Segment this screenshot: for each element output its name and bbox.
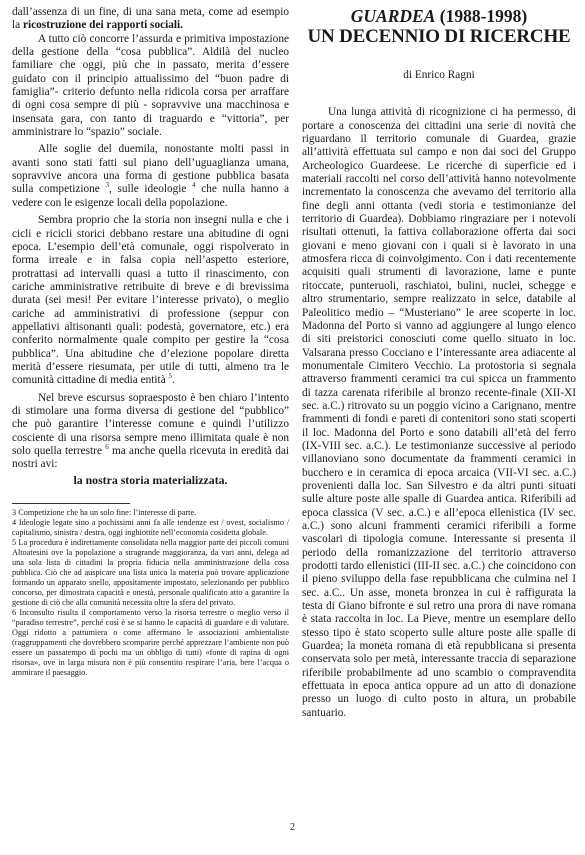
- author-byline: di Enrico Ragni: [403, 69, 475, 81]
- footnote: 3 Competizione che ha un solo fine: l’interesse di parte.: [12, 508, 197, 518]
- footnote-ref: 6: [105, 443, 109, 452]
- article-body: Una lunga attività di ricognizione ci ha permesso, di portare a conoscenza dei cittadini una serie di novità che riguardano il territorio comunale di Guardea, grazie all’attività effettuata sul campo e non dai soci del Gruppo Archeologico Guardeese. Le ricerche di superficie ed i materiali raccolti nel corso dell’attività hanno notevolmente incrementato la conoscenza che avevamo del territorio alla fine degli anni ottanta (vedi storia e testimonianze del territorio di Guardea). Dobbiamo ringraziare per i notevoli risultati ottenuti, la fattiva collaborazione offerta dai soci giovani e meno giovani con i quali si è lavorato in una atmosfera ricca di coinvolgimento. Con i dati recentemente acquisiti quali strumenti di lavorazione, lame e punte ritoccate, punteruoli, raschiatoi, bulini, nuclei, schegge e altro strumentario, sempre realizzato in selce, databile al Paleolitico medio – “Musteriano” le aree scoperte in loc. Madonna del Porto si vanno ad aggiungere al lungo elenco di siti preistorici conosciuti come quello situato in loc. Valsarana presso Cocciano e l’interessante area adiacente al monumentale Cimitero Vecchio. La protostoria si segnala attraverso frammenti ceramici tra cui spicca un frammento di tazza carenata riferibile al bronzo recente-finale (XII-XI sec. a.C.) ritrovato su un poggio vicino a Carignano, mentre frammenti di fondi e pareti di contenitori sono stati scoperti il loc. Madonna del Porto e sono databili all’età del ferro (IX-VIII sec. a.C.). Le testimonianze successive al periodo villanoviano sono documentate da frammenti ceramici in bucchero e in ceramica di epoca arcaica (VII-VI sec. a.C.) provenienti dalla loc. San Silvestro e da altri punti situati sulle alture poste alle spalle di Guardea antica. Riferibili ad epoca classica (V sec. a.C.) e all’epoca ellenistica (IV sec. a.C.) sono alcuni frammenti ceramici riferibili a forme vascolari di tipologia comune. Interessante si presenta il periodo della romanizzazione del territorio attraverso prodotti tardo ellenistici (III-II sec. a.C.) che coincidono con il pieno sviluppo della fase repubblicana che culmina nel I sec. a.C.. Un asse, moneta bronzea in cui è raffigurata la testa di Giano bifronte e sul retro una prora di nave romana è stata raccolta in loc. La Pieve, mentre un esemplare dello stesso tipo è stato scoperto sulle alture poste alle spalle di Guardea; la moneta romana di età repubblicana si presenta conservata solo per metà, interessante traccia di separazione riferibile probabilmente ad uno scambio o compravendita effettuata in epoca antica oppure ad un atto di donazione presso un luogo di culto posto in altura, un probabile santuario.: [302, 106, 576, 719]
- article-subtitle: UN DECENNIO DI RICERCHE: [307, 26, 571, 47]
- text-run: , sulle ideologie: [108, 183, 187, 196]
- text-run: Alle soglie del duemila, nonostante molti passi in avanti sono stati fatti sul piano dell’uguaglianza umana, sopravvive ancora una forma di gestione pubblica basata sulla competizione: [12, 143, 289, 196]
- text-run: che nulla hanno a vedere con le esigenze locali della popolazione.: [12, 183, 289, 209]
- article-title: [302, 6, 576, 26]
- footnote-ref: 3: [105, 181, 109, 190]
- footnote-ref: 4: [192, 181, 196, 190]
- paragraph: [12, 143, 289, 210]
- footnote-divider: [12, 503, 130, 504]
- footnote: 5 La procedura è indirettamente consolidata nella maggior parte dei piccoli comuni Altoatesini ove la popolazione a stragrande maggioranza, da vari anni, delega ad una sola lista di cittadini la propria fiducia nella amministrazione della cosa pubblica. Ciò che ad auspicare una lista unica la materia può trovare applicazione formando un apparato snello, appositamente impostato, selezionando per pubblico concorso, per dimostrata capacità e onestà, personale qualificato atto a garantire la gestione di ciò che alla comunità necessita oltre la sfera del privato.: [12, 538, 289, 608]
- text-run: ma anche quella ricevuta in eredità dai nostri avi:: [12, 445, 289, 471]
- title-place: GUARDEA: [350, 6, 436, 26]
- paragraph: [12, 392, 289, 472]
- footnote: 6 Inconsulto risulta il comportamento verso la risorsa terrestre o meglio verso il “paradiso terrestre”, perché così è se si hanno le capacità di guardare e di valutare. Oggi ridotto a pattumiera o come affermano le associazioni ambientaliste (raggruppamenti che dovrebbero scomparire perché apprezzare l’ambiente non può essere un passatempo di pochi ma un obbligo di tutti) «fonte di rapina di ogni risorsa», ove in larga misura non è più consentito respirare l’aria, bere l’acqua o ammirare il paesaggio.: [12, 608, 289, 678]
- page-number: 2: [290, 822, 295, 833]
- title-years: (1988-1998): [435, 6, 528, 26]
- text-run: .: [172, 374, 175, 387]
- footnote: 4 Ideologie legate sino a pochissimi anni fa alle tendenze est / ovest, socialismo / capitalismo, sinistra / destra, oggi inghiottite nell’economia cosidetta globale.: [12, 518, 289, 538]
- paragraph: [12, 214, 289, 387]
- paragraph: [12, 6, 289, 33]
- text-run: Sembra proprio che la storia non insegni nulla e che i cicli e ricicli storici debbano restare una abitudine di ogni epoca. L’esempio dell’età comunale, oggi rispolverato in forma irreale e in falsa copia nell’aspetto esteriore, protrattasi ad intervalli quasi a tutto il rinascimento, con cariche amministrative retribuite di breve e di brevissima durata (sei mesi! Per evitare l’interesse privato), o meglio cariche ad amministrativi di professione (seppur con appellativi altisonanti quali: podestà, governatore, etc.) era conferito normalmente quale compito per gestire la “cosa pubblica”. Una abitudine che d’elezione popolare diretta merità d’essere riesumata, per utile di tutti, almeno tra le comunità cittadine di media entità: [12, 214, 289, 387]
- closing-motto: la nostra storia materializzata.: [73, 472, 228, 487]
- right-column: [302, 6, 576, 720]
- footnote-ref: 5: [168, 372, 173, 381]
- paragraph: A tutto ciò concorre l’assurda e primitiva impostazione della gestione della “cosa pubblica”. Aldilà del nucleo familiare che oggi, più che in passato, merita d’essere guidato con il principio attualissimo del “buon padre di famiglia”- criterio defunto nella ridicola corsa per arraffare di ogni cosa sempre di più - sopravvive una macchinosa e insensata gara, con tanto di traguardo e “vittoria”, per amministrare lo “spazio” sociale.: [12, 32, 289, 139]
- text-run: dall’assenza di un fine, di una sana meta, come ad esempio la: [12, 6, 289, 32]
- text-run: Nel breve escursus sopraesposto è ben chiaro l’intento di stimolare una forma diversa di gestione del “pubblico” che può garantire l’interesse comune e quindi l’utilizzo cosciente di una risorsa sempre meno illimitata quale è non solo quella terrestre: [12, 391, 289, 457]
- left-column: [12, 6, 289, 678]
- bold-phrase: ricostruzione dei rapporti sociali.: [22, 19, 183, 32]
